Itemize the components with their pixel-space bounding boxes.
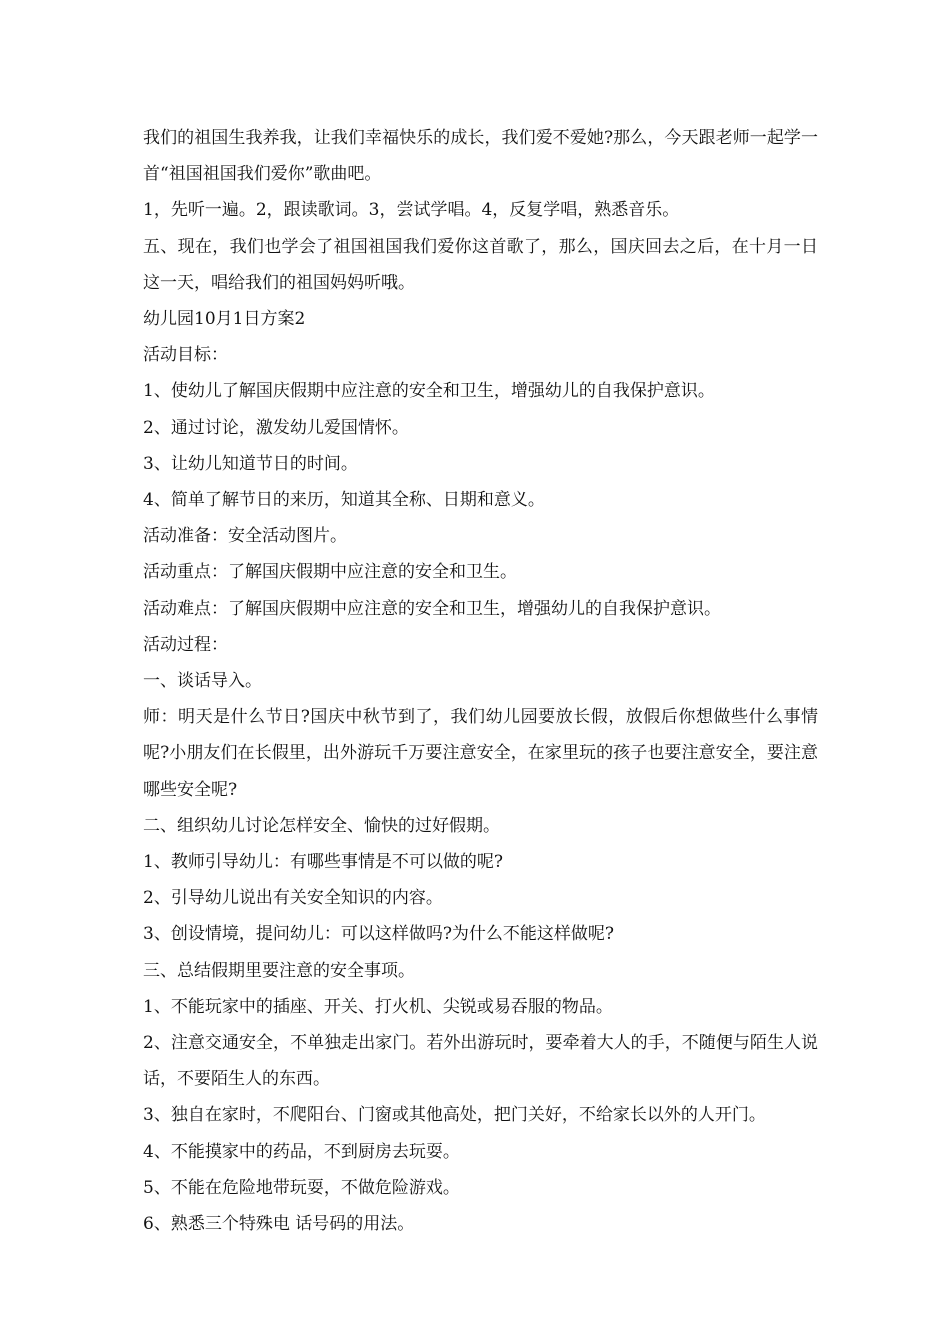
list-item: 2、引导幼儿说出有关安全知识的内容。: [143, 888, 443, 909]
list-item: 4、不能摸家中的药品，不到厨房去玩耍。: [143, 1141, 460, 1162]
list-item: 3、创设情境，提问幼儿：可以这样做吗?为什么不能这样做呢?: [143, 924, 615, 945]
list-item: 5、不能在危险地带玩耍，不做危险游戏。: [143, 1177, 460, 1198]
section-heading: 活动过程：: [143, 634, 228, 655]
list-item: 1、使幼儿了解国庆假期中应注意的安全和卫生，增强幼儿的自我保护意识。: [143, 381, 715, 402]
paragraph: 活动准备：安全活动图片。: [143, 526, 347, 547]
list-item: 3、让幼儿知道节日的时间。: [143, 453, 358, 474]
paragraph: 我们的祖国生我养我，让我们幸福快乐的成长，我们爱不爱她?那么，今天跟老师一起学一首“祖国祖国我们爱你”歌曲吧。: [143, 128, 818, 185]
list-item: 3、独自在家时，不爬阳台、门窗或其他高处，把门关好，不给家长以外的人开门。: [143, 1105, 766, 1126]
paragraph: 活动重点：了解国庆假期中应注意的安全和卫生。: [143, 562, 517, 583]
list-item: 6、熟悉三个特殊电 话号码的用法。: [143, 1214, 415, 1235]
list-item: 4、简单了解节日的来历，知道其全称、日期和意义。: [143, 490, 545, 511]
list-item: 1、教师引导幼儿：有哪些事情是不可以做的呢?: [143, 852, 503, 873]
list-item: 2、通过讨论，激发幼儿爱国情怀。: [143, 417, 409, 438]
section-title: 幼儿园10月1日方案2: [143, 309, 306, 330]
section-heading: 活动目标：: [143, 345, 228, 366]
document-body: [143, 120, 818, 1242]
list-item: 1、不能玩家中的插座、开关、打火机、尖锐或易吞服的物品。: [143, 996, 613, 1017]
paragraph: 师：明天是什么节日?国庆中秋节到了，我们幼儿园要放长假，放假后你想做些什么事情呢?小朋友们在长假里，出外游玩千万要注意安全，在家里玩的孩子也要注意安全，要注意哪些安全呢?: [143, 707, 818, 800]
paragraph: 活动难点：了解国庆假期中应注意的安全和卫生，增强幼儿的自我保护意识。: [143, 598, 721, 619]
section-heading: 二、组织幼儿讨论怎样安全、愉快的过好假期。: [143, 815, 500, 836]
paragraph: 五、现在，我们也学会了祖国祖国我们爱你这首歌了，那么，国庆回去之后，在十月一日这一天，唱给我们的祖国妈妈听哦。: [143, 236, 818, 293]
list-item: 2、注意交通安全，不单独走出家门。若外出游玩时，要牵着大人的手，不随便与陌生人说话，不要陌生人的东西。: [143, 1033, 818, 1090]
section-heading: 一、谈话导入。: [143, 671, 262, 692]
section-heading: 三、总结假期里要注意的安全事项。: [143, 960, 415, 981]
paragraph: 1，先听一遍。2，跟读歌词。3，尝试学唱。4，反复学唱，熟悉音乐。: [143, 200, 680, 221]
